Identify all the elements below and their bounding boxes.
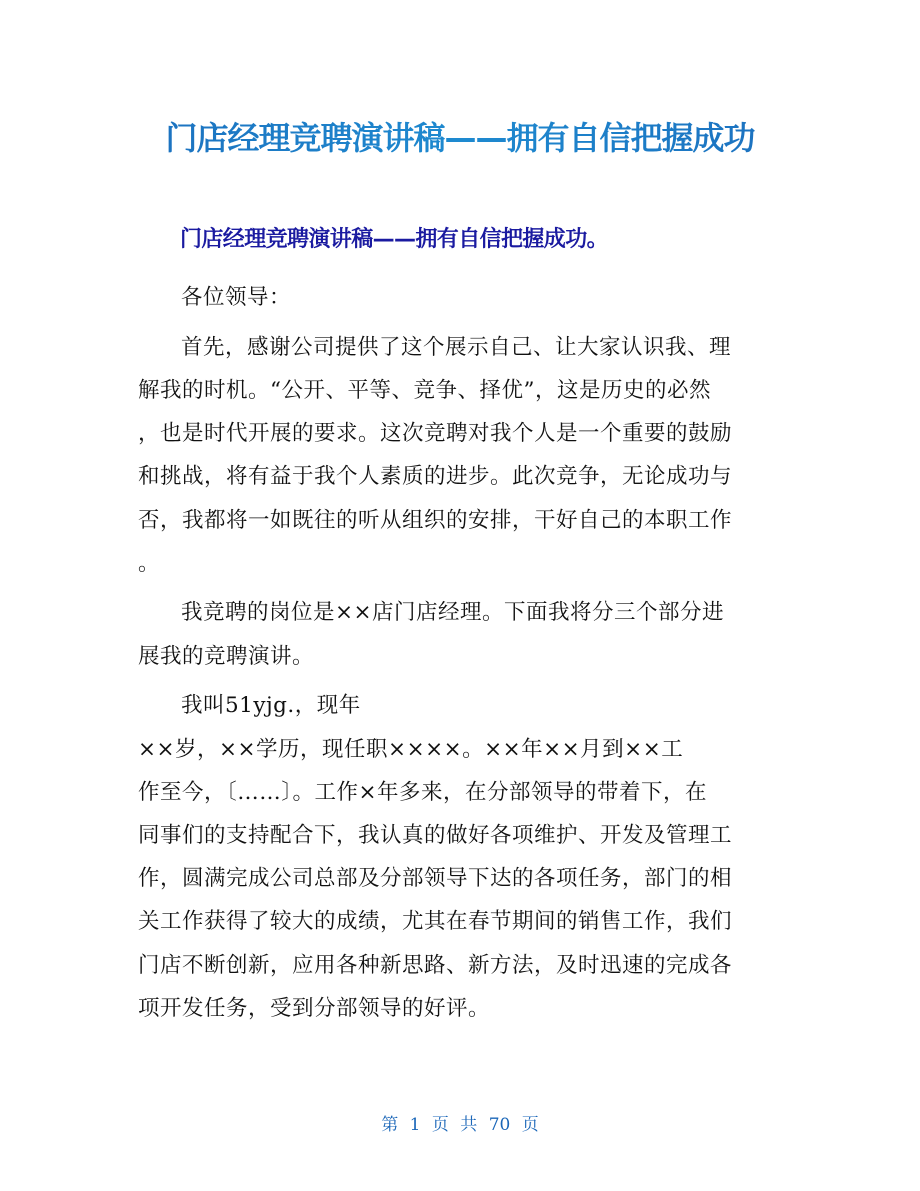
paragraph-line: 同事们的支持配合下，我认真的做好各项维护、开发及管理工 [138, 822, 733, 848]
paragraph-line: 。 [138, 550, 161, 576]
paragraph-line: 我竞聘的岗位是××店门店经理。下面我将分三个部分进 [181, 600, 725, 626]
salutation: 各位领导： [181, 285, 292, 310]
paragraph-line: 否，我都将一如既往的听从组织的安排，干好自己的本职工作 [138, 507, 733, 533]
paragraph-line: ，也是时代开展的要求。这次竞聘对我个人是一个重要的鼓励 [138, 421, 733, 447]
paragraph-line: ××岁，××学历，现任职××××。××年××月到××工 [138, 736, 684, 762]
page-number: 第 1 页 共 70 页 [381, 1115, 539, 1135]
paragraph-position [138, 591, 786, 677]
paragraph-line: 解我的时机。“公开、平等、竞争、择优”，这是历史的必然 [138, 377, 711, 403]
paragraph-line: 作至今，〔……〕。工作×年多来，在分部领导的带着下，在 [138, 779, 708, 805]
document-title: 门店经理竞聘演讲稿——拥有自信把握成功 [0, 112, 920, 164]
paragraph-self-introduction [138, 684, 786, 1030]
paragraph-line: 项开发任务，受到分部领导的好评。 [138, 995, 491, 1021]
paragraph-line: 作，圆满完成公司总部及分部领导下达的各项任务，部门的相 [138, 866, 733, 892]
paragraph-line: 首先，感谢公司提供了这个展示自己、让大家认识我、理 [181, 334, 732, 360]
document-subtitle: 门店经理竞聘演讲稿——拥有自信把握成功。 [180, 227, 609, 252]
document-body [138, 276, 786, 1036]
paragraph-line: 和挑战，将有益于我个人素质的进步。此次竞争，无论成功与 [138, 464, 733, 490]
paragraph-line: 我叫51yjg.，现年 [181, 693, 361, 719]
paragraph-line: 门店不断创新，应用各种新思路、新方法，及时迅速的完成各 [138, 952, 733, 978]
paragraph-intro [138, 326, 786, 585]
paragraph-line: 展我的竞聘演讲。 [138, 643, 315, 669]
paragraph-line: 关工作获得了较大的成绩，尤其在春节期间的销售工作，我们 [138, 909, 733, 935]
